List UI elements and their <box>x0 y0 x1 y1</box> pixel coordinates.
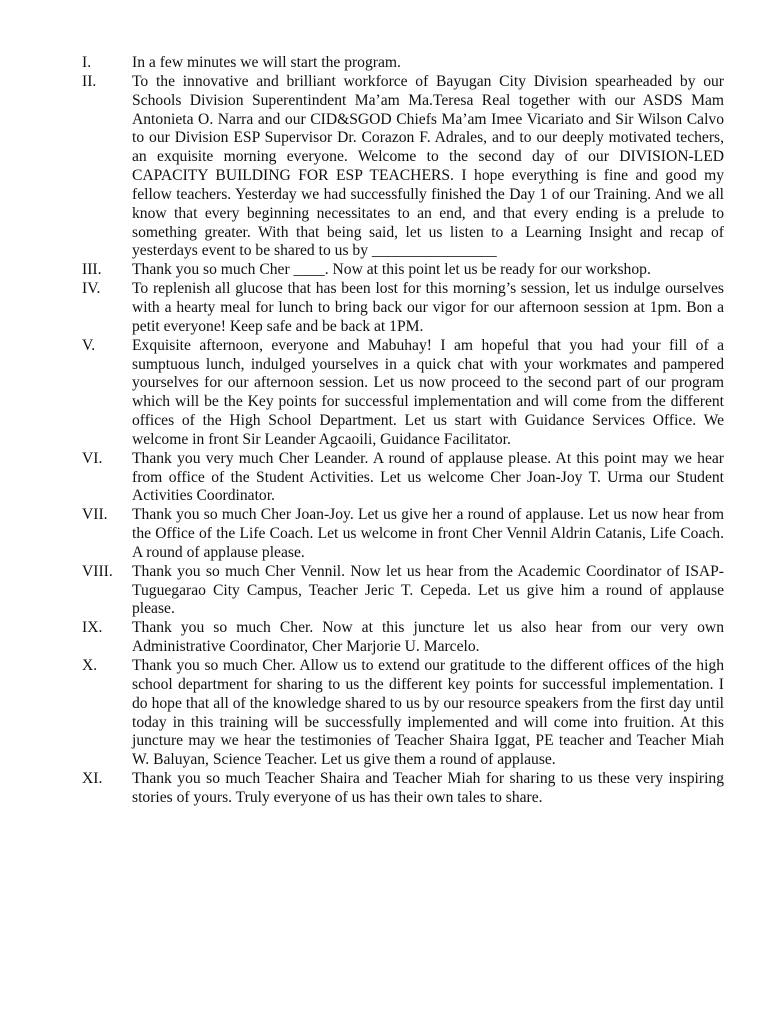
item-numeral: IX. <box>82 619 103 637</box>
item-text: To replenish all glucose that has been lost for this morning’s session, let us indulge ourselves with a hearty meal for lunch to bring back our vigor for our afternoon session at 1pm. Bon a petit everyone! Keep safe and be back at 1PM. <box>132 280 724 335</box>
item-text: Thank you so much Teacher Shaira and Teacher Miah for sharing to us these very inspiring stories of yours. Truly everyone of us has their own tales to share. <box>132 770 724 806</box>
item-text: Thank you so much Cher. Allow us to extend our gratitude to the different offices of the high school department for sharing to us the different key points for successful implementation. I do hope that all of the knowledge shared to us by our resource speakers from the first day until today in this training will be successfully implemented and will come into fruition. At this juncture may we hear the testimonies of Teacher Shaira Iggat, PE teacher and Teacher Miah W. Baluyan, Science Teacher. Let us give them a round of applause. <box>132 657 724 769</box>
script-item-7 <box>82 506 724 563</box>
item-text: Thank you so much Cher Vennil. Now let us hear from the Academic Coordinator of ISAP-Tuguegarao City Campus, Teacher Jeric T. Cepeda. Let us give him a round of applause please. <box>132 562 724 618</box>
item-numeral: VIII. <box>82 562 113 580</box>
item-text: Exquisite afternoon, everyone and Mabuhay! I am hopeful that you had your fill of a sumptuous lunch, indulged yourselves in a quick chat with your workmates and pampered yourselves for our afternoon session. Let us now proceed to the second part of our program which will be the Key points for successful implementation and will come from the different offices of the High School Department. Let us start with Guidance Services Office. We welcome in front Sir Leander Agcaoili, Guidance Facilitator. <box>132 336 724 448</box>
script-item-11 <box>82 770 724 808</box>
script-item-5 <box>82 337 724 450</box>
script-item-9 <box>82 619 724 657</box>
item-numeral: I. <box>82 54 92 71</box>
script-item-3 <box>82 261 724 280</box>
item-numeral: III. <box>82 261 102 279</box>
item-numeral: XI. <box>82 770 103 788</box>
item-numeral: X. <box>82 657 98 674</box>
item-text: Thank you very much Cher Leander. A round of applause please. At this point may we hear from office of the Student Activities. Let us welcome Cher Joan-Joy T. Urma our Student Activities Coordinator. <box>132 449 724 505</box>
item-numeral: VI. <box>82 449 103 467</box>
script-item-4 <box>82 280 724 337</box>
item-text: To the innovative and brilliant workforce of Bayugan City Division spearheaded by our Schools Division Superentindent Ma’am Ma.Teresa Real together with our ASDS Mam Antonieta O. Narra and our CID&SGOD Chiefs Ma’am Imee Vicariato and Sir Wilson Calvo to our Division ESP Supervisor Dr. Corazon F. Adrales, and to our deeply motivated techers, an exquisite morning everyone. Welcome to the second day of our DIVISION-LED CAPACITY BUILDING FOR ESP TEACHERS. I hope everything is fine and good my fellow teachers. Yesterday we had successfully finished the Day 1 of our Training. And we all know that every beginning necessitates to an end, and that every ending is a prelude to something greater. With that being said, let us listen to a Learning Insight and recap of yesterdays event to be shared to us by ________________ <box>132 72 724 260</box>
script-item-6 <box>82 450 724 507</box>
script-item-2 <box>82 73 724 261</box>
item-numeral: VII. <box>82 506 108 524</box>
item-text: Thank you so much Cher. Now at this juncture let us also hear from our very own Administrative Coordinator, Cher Marjorie U. Marcelo. <box>132 619 724 656</box>
item-numeral: II. <box>82 72 97 90</box>
item-text: Thank you so much Cher Joan-Joy. Let us give her a round of applause. Let us now hear from the Office of the Life Coach. Let us welcome in front Cher Vennil Aldrin Catanis, Life Coach. A round of applause please. <box>132 506 724 561</box>
item-numeral: V. <box>82 336 96 354</box>
program-script-list <box>82 54 724 808</box>
script-item-8 <box>82 563 724 620</box>
item-text: In a few minutes we will start the program. <box>132 54 401 71</box>
script-item-1 <box>82 54 724 73</box>
item-text: Thank you so much Cher ____. Now at this point let us be ready for our workshop. <box>132 261 651 279</box>
item-numeral: IV. <box>82 280 101 298</box>
script-item-10 <box>82 657 724 770</box>
